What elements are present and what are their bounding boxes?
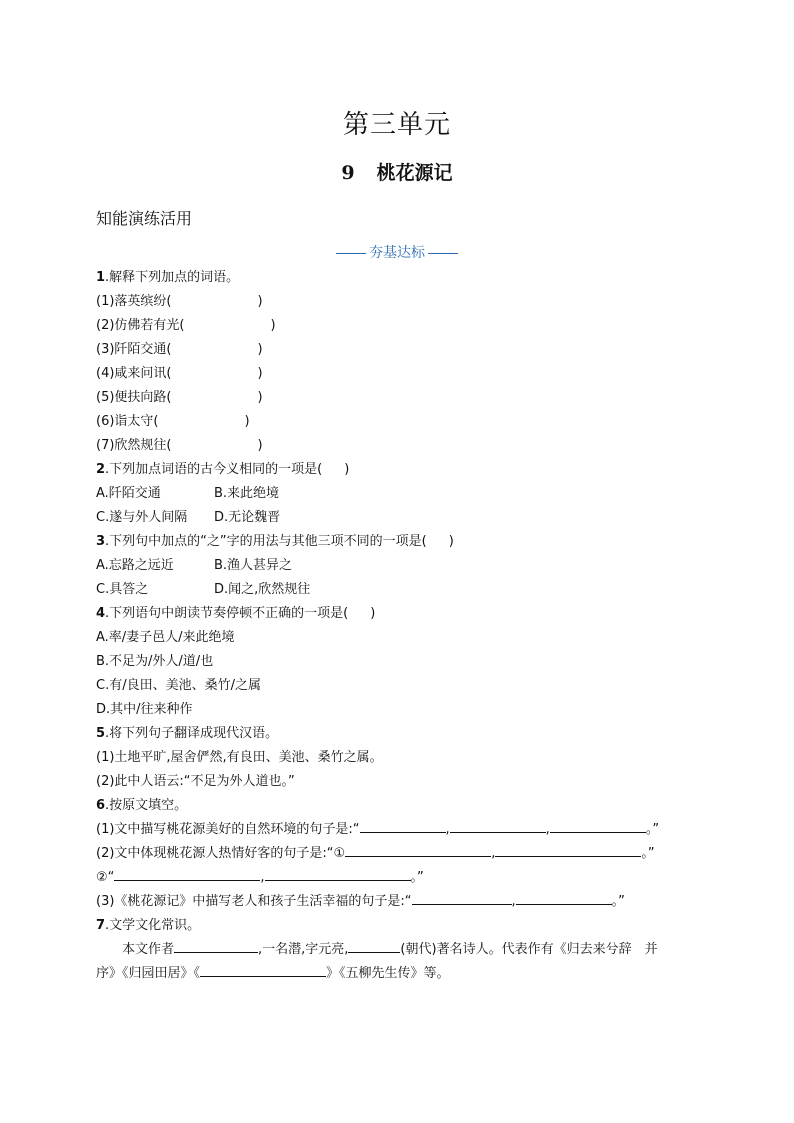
q6-line-4 bbox=[96, 890, 706, 914]
question-number: 7 bbox=[96, 918, 106, 933]
q1-item-6 bbox=[96, 410, 706, 434]
fill-blank[interactable] bbox=[114, 866, 260, 881]
question-5-stem bbox=[96, 722, 706, 746]
q7-paragraph-line-2 bbox=[96, 962, 706, 986]
question-list bbox=[96, 266, 706, 986]
q4-option-b[interactable]: B.不足为/外人/道/也 bbox=[96, 654, 214, 669]
q1-item-4 bbox=[96, 362, 706, 386]
fill-end: 。” bbox=[611, 894, 625, 909]
question-close: ) bbox=[448, 534, 454, 549]
item-close: ) bbox=[244, 414, 250, 429]
q4-option-c[interactable]: C.有/良田、美池、桑竹/之属 bbox=[96, 678, 261, 693]
option-d[interactable]: D.闻之,欣然规往 bbox=[214, 582, 311, 597]
item-text: (5)便扶向路( bbox=[96, 390, 172, 405]
paragraph-text: ,一名潜,字元亮, bbox=[258, 942, 349, 957]
question-text: .下列加点词语的古今义相同的一项是( bbox=[105, 462, 323, 477]
lesson-name: 桃花源记 bbox=[376, 162, 453, 184]
q4-option-a[interactable]: A.率/妻子邑人/来此绝境 bbox=[96, 630, 235, 645]
fill-prompt: (2)文中体现桃花源人热情好客的句子是:“① bbox=[96, 846, 346, 861]
question-text: .解释下列加点的词语。 bbox=[105, 270, 240, 285]
paragraph-text: 》《五柳先生传》等。 bbox=[326, 966, 450, 981]
work-blank[interactable] bbox=[200, 962, 326, 977]
q1-item-5 bbox=[96, 386, 706, 410]
q6-line-2 bbox=[96, 842, 706, 866]
q4-option-d[interactable]: D.其中/往来种作 bbox=[96, 702, 193, 717]
q3-options-row-1 bbox=[96, 554, 706, 578]
separator: , bbox=[545, 822, 550, 837]
fill-blank[interactable] bbox=[345, 842, 491, 857]
separator: , bbox=[445, 822, 450, 837]
fill-prompt: (3)《桃花源记》中描写老人和孩子生活幸福的句子是:“ bbox=[96, 894, 412, 909]
item-close: ) bbox=[257, 366, 263, 381]
fill-end: 。” bbox=[641, 846, 655, 861]
q3-options-row-2 bbox=[96, 578, 706, 602]
section-title: 知能演练活用 bbox=[96, 209, 193, 228]
option-a[interactable]: A.阡陌交通 bbox=[96, 486, 161, 501]
item-text: (1)落英缤纷( bbox=[96, 294, 172, 309]
question-close: ) bbox=[344, 462, 350, 477]
paragraph-text: (朝代)著名诗人。代表作有《归去来兮辞 并 bbox=[400, 942, 658, 957]
banner-rule-right bbox=[428, 253, 458, 254]
item-close: ) bbox=[257, 342, 263, 357]
question-text: .下列语句中朗读节奏停顿不正确的一项是( bbox=[105, 606, 349, 621]
separator: , bbox=[491, 846, 496, 861]
question-number: 1 bbox=[96, 270, 106, 285]
banner-rule-left bbox=[336, 253, 366, 254]
q7-paragraph-line-1 bbox=[96, 938, 706, 962]
item-text: (6)诣太守( bbox=[96, 414, 159, 429]
question-3-stem bbox=[96, 530, 706, 554]
author-blank[interactable] bbox=[174, 938, 258, 953]
q1-item-2 bbox=[96, 314, 706, 338]
q1-item-1 bbox=[96, 290, 706, 314]
item-close: ) bbox=[257, 438, 263, 453]
option-a[interactable]: A.忘路之远近 bbox=[96, 558, 174, 573]
question-7-stem bbox=[96, 914, 706, 938]
question-text: .按原文填空。 bbox=[105, 798, 188, 813]
banner-label: 夯基达标 bbox=[369, 245, 425, 261]
question-4-stem bbox=[96, 602, 706, 626]
question-text: .将下列句子翻译成现代汉语。 bbox=[105, 726, 279, 741]
fill-prompt: ②“ bbox=[96, 870, 115, 885]
question-1-stem bbox=[96, 266, 706, 290]
fill-blank[interactable] bbox=[516, 890, 612, 905]
banner bbox=[0, 242, 794, 262]
item-close: ) bbox=[257, 294, 263, 309]
q6-line-1 bbox=[96, 818, 706, 842]
q5-item-2: (2)此中人语云:“不足为外人道也。” bbox=[96, 774, 295, 789]
question-number: 4 bbox=[96, 606, 106, 621]
lesson-title bbox=[0, 158, 794, 185]
question-number: 3 bbox=[96, 534, 106, 549]
fill-blank[interactable] bbox=[360, 818, 446, 833]
fill-blank[interactable] bbox=[450, 818, 546, 833]
paragraph-text: 序》《归园田居》《 bbox=[96, 966, 201, 981]
fill-blank[interactable] bbox=[412, 890, 512, 905]
fill-end: 。” bbox=[645, 822, 660, 837]
question-text: .下列句中加点的“之”字的用法与其他三项不同的一项是( bbox=[105, 534, 427, 549]
paragraph-text: 本文作者 bbox=[122, 942, 175, 957]
option-b[interactable]: B.来此绝境 bbox=[214, 486, 280, 501]
question-close: ) bbox=[370, 606, 376, 621]
item-text: (3)阡陌交通( bbox=[96, 342, 172, 357]
fill-blank[interactable] bbox=[495, 842, 641, 857]
q5-item-1: (1)土地平旷,屋舍俨然,有良田、美池、桑竹之属。 bbox=[96, 750, 383, 765]
dynasty-blank[interactable] bbox=[348, 938, 400, 953]
fill-end: 。” bbox=[410, 870, 424, 885]
question-text: .文学文化常识。 bbox=[105, 918, 201, 933]
separator: , bbox=[511, 894, 516, 909]
question-number: 5 bbox=[96, 726, 106, 741]
item-close: ) bbox=[257, 390, 263, 405]
q6-line-3 bbox=[96, 866, 706, 890]
question-2-stem bbox=[96, 458, 706, 482]
fill-prompt: (1)文中描写桃花源美好的自然环境的句子是:“ bbox=[96, 822, 360, 837]
question-number: 6 bbox=[96, 798, 106, 813]
fill-blank[interactable] bbox=[550, 818, 646, 833]
q1-item-3 bbox=[96, 338, 706, 362]
option-c[interactable]: C.具答之 bbox=[96, 582, 149, 597]
item-text: (7)欣然规往( bbox=[96, 438, 172, 453]
q2-options-row-1 bbox=[96, 482, 706, 506]
question-6-stem bbox=[96, 794, 706, 818]
unit-title: 第三单元 bbox=[342, 110, 451, 140]
item-text: (4)咸来问讯( bbox=[96, 366, 172, 381]
lesson-number: 9 bbox=[341, 162, 355, 184]
option-b[interactable]: B.渔人甚异之 bbox=[214, 558, 293, 573]
option-d[interactable]: D.无论魏晋 bbox=[214, 510, 281, 525]
option-c[interactable]: C.遂与外人间隔 bbox=[96, 510, 188, 525]
item-text: (2)仿佛若有光( bbox=[96, 318, 185, 333]
fill-blank[interactable] bbox=[265, 866, 411, 881]
separator: , bbox=[260, 870, 265, 885]
question-number: 2 bbox=[96, 462, 106, 477]
q1-item-7 bbox=[96, 434, 706, 458]
item-close: ) bbox=[270, 318, 276, 333]
q2-options-row-2 bbox=[96, 506, 706, 530]
